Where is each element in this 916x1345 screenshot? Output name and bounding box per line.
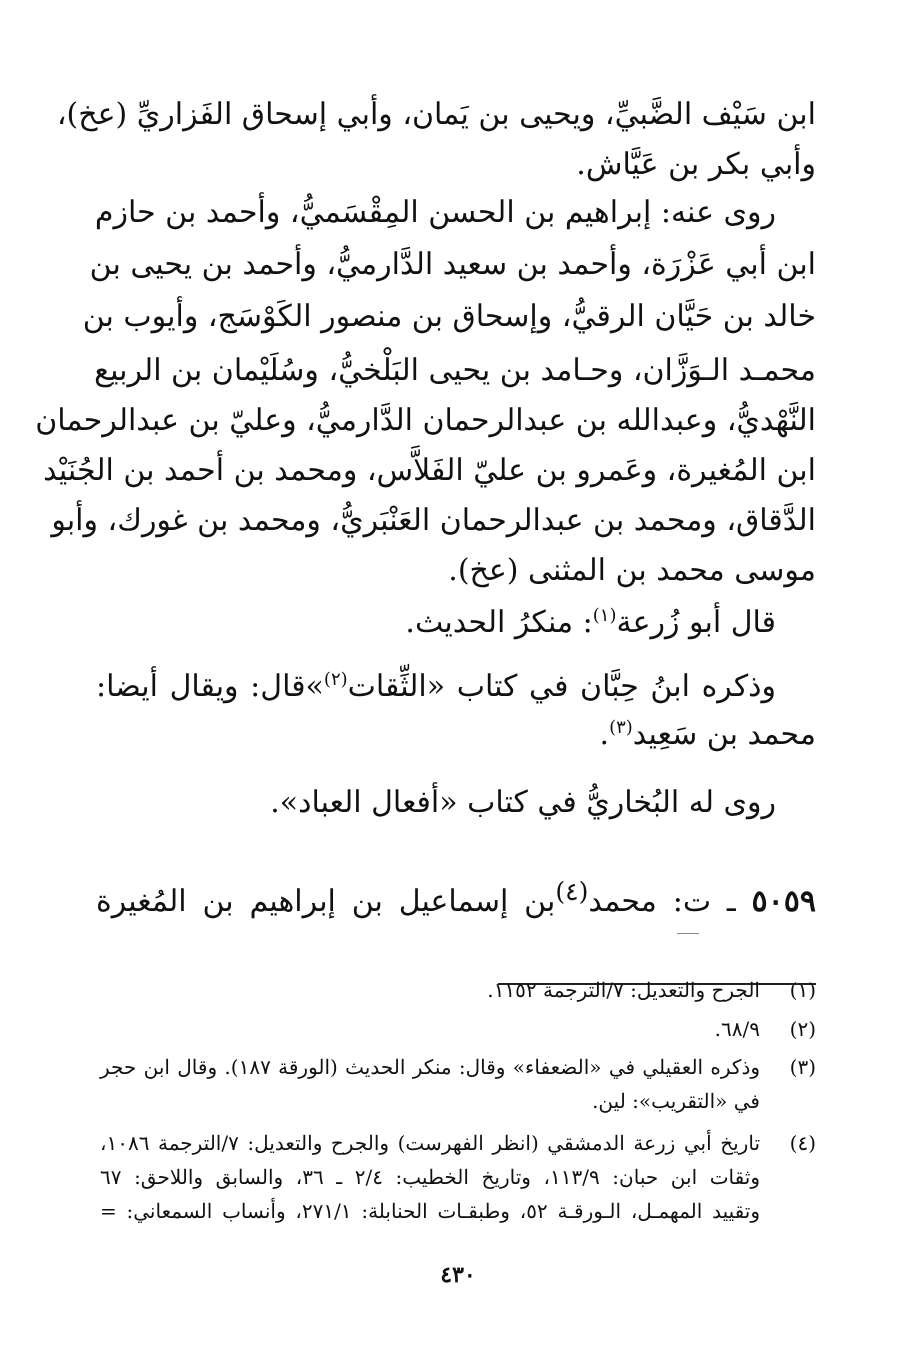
abu-zura-statement xyxy=(96,603,776,643)
footnote-1 xyxy=(100,973,816,1007)
body-line-7: النَّهْديُّ، وعبدالله بن عبدالرحمان الدَّارميُّ، وعليّ بن عبدالرحمان xyxy=(35,403,816,438)
body-line-5: خالد بن حَيَّان الرقيُّ، وإسحاق بن منصور الكَوْسَج، وأيوب بن xyxy=(82,299,816,334)
footnote-text: وذكره العقيلي في «الضعفاء» وقال: منكر الحديث (الورقة ١٨٧). وقال ابن حجر xyxy=(100,1055,761,1079)
body-line-9: الدَّقاق، ومحمد بن عبدالرحمان العَنْبَريُّ، ومحمد بن غورك، وأبو xyxy=(51,503,816,538)
ibn-hibban-line-1 xyxy=(96,667,776,707)
footnote-number: (١) xyxy=(789,978,816,1002)
alt-name-end: . xyxy=(599,717,610,752)
ibn-hibban-text: وذكره ابنُ حِبَّان في كتاب «الثِّقات xyxy=(347,669,776,704)
footnote-ref-3[interactable]: (٣) xyxy=(609,717,633,738)
body-line-3: روى عنه: إبراهيم بن الحسن المِقْسَميُّ، وأحمد بن حازم xyxy=(94,195,776,230)
scan-mark xyxy=(677,933,699,934)
entry-number: ٥٠٥٩ xyxy=(751,884,816,919)
footnote-text: وثقات ابن حبان: ١١٣/٩، وتاريخ الخطيب: ٢/٤ ـ ٣٦، والسابق واللاحق: ٦٧ xyxy=(100,1165,760,1189)
footnote-text: وتقييد المهمـل، الـورقـة ٥٢، وطبقـات الحنابلة: ٢٧١/١، وأنساب السمعاني: = xyxy=(100,1199,760,1223)
body-line-6: محمـد الـوَزَّان، وحـامد بن يحيى البَلْخيُّ، وسُلَيْمان بن الربيع xyxy=(94,353,816,388)
abu-zura-verdict: : منكرُ الحديث. xyxy=(405,605,593,640)
footnote-ref-4[interactable]: (٤) xyxy=(555,877,589,906)
entry-name-rest: بن إسماعيل بن إبراهيم بن المُغيرة xyxy=(96,884,556,919)
footnote-number: (٤) xyxy=(789,1131,816,1155)
abu-zura-text: قال أبو زُرعة xyxy=(616,605,776,640)
footnote-text: تاريخ أبي زرعة الدمشقي (انظر الفهرست) والجرح والتعديل: ٧/الترجمة ١٠٨٦، xyxy=(100,1131,761,1155)
footnote-text: في «التقريب»: لين. xyxy=(592,1089,760,1113)
footnote-text: الجرح والتعديل: ٧/الترجمة ١١٥٢. xyxy=(487,978,760,1002)
body-line-8: ابن المُغيرة، وعَمرو بن عليّ الفَلاَّس، ومحمد بن أحمد بن الجُنَيْد xyxy=(43,453,816,488)
body-line-2: وأبي بكر بن عَيَّاش. xyxy=(576,147,816,182)
body-line-4: ابن أبي عَزْرَة، وأحمد بن سعيد الدَّارميُّ، وأحمد بن يحيى بن xyxy=(89,247,816,282)
body-line-10: موسى محمد بن المثنى (عخ). xyxy=(448,553,816,588)
alt-name-text: محمد بن سَعِيد xyxy=(632,717,816,752)
footnote-3 xyxy=(100,1050,816,1118)
ibn-hibban-line-2 xyxy=(96,715,816,755)
bukhari-statement: روى له البُخاريُّ في كتاب «أفعال العباد». xyxy=(270,785,776,820)
footnote-text: ٦٨/٩. xyxy=(714,1017,760,1041)
entry-name-first: محمد xyxy=(588,884,657,919)
body-line-1: ابن سَيْف الضَّبيِّ، ويحيى بن يَمان، وأبي إسحاق الفَزاريِّ (عخ)، xyxy=(56,97,816,132)
ibn-hibban-text-2: »قال: ويقال أيضا: xyxy=(96,669,324,704)
entry-code: ـ ت: xyxy=(672,884,736,919)
entry-heading xyxy=(96,872,816,919)
page-number: ٤٣٠ xyxy=(440,1262,476,1288)
footnote-ref-2[interactable]: (٢) xyxy=(323,669,348,690)
footnote-number: (٣) xyxy=(789,1055,816,1079)
footnote-number: (٢) xyxy=(789,1017,816,1041)
footnote-4 xyxy=(100,1126,816,1228)
footnote-ref-1[interactable]: (١) xyxy=(592,605,617,626)
footnote-2 xyxy=(100,1012,816,1046)
